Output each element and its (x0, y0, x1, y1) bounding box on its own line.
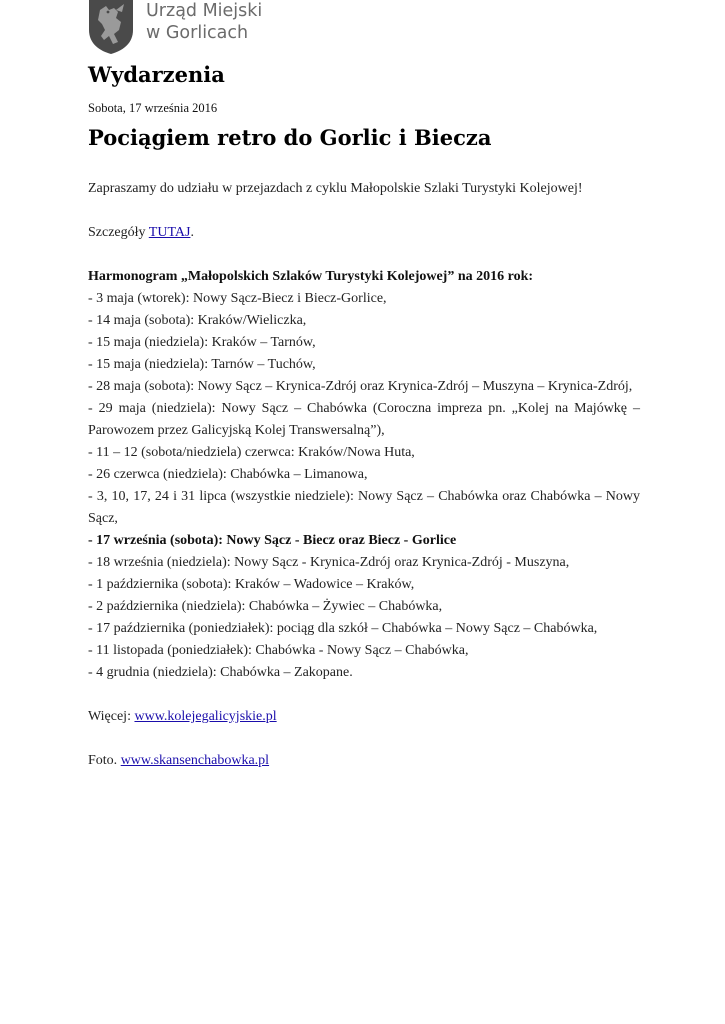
schedule-item: - 15 maja (niedziela): Tarnów – Tuchów, (88, 357, 316, 372)
brand-line-1: Urząd Miejski (146, 1, 263, 21)
schedule-item: - 4 grudnia (niedziela): Chabówka – Zakopane. (88, 665, 353, 680)
schedule-heading: Harmonogram „Małopolskich Szlaków Turystyki Kolejowej” na 2016 rok: (88, 269, 534, 284)
event-date: Sobota, 17 września 2016 (88, 101, 218, 115)
more-paragraph (88, 706, 640, 728)
details-link[interactable]: TUTAJ (148, 225, 191, 240)
schedule-item: - 17 października (poniedziałek): pociąg dla szkół – Chabówka – Nowy Sącz – Chabówka, (88, 621, 598, 636)
schedule-item: - 1 października (sobota): Kraków – Wadowice – Kraków, (88, 577, 415, 592)
more-prefix: Więcej: (88, 709, 135, 724)
schedule-item: - 11 – 12 (sobota/niedziela) czerwca: Kraków/Nowa Huta, (88, 445, 415, 460)
schedule-item: - 11 listopada (poniedziałek): Chabówka - Nowy Sącz – Chabówka, (88, 643, 469, 658)
photo-prefix: Foto. (88, 753, 121, 768)
details-prefix: Szczegóły (88, 225, 149, 240)
section-title: Wydarzenia (88, 62, 225, 87)
schedule-item: - 3, 10, 17, 24 i 31 lipca (wszystkie niedziele): Nowy Sącz – Chabówka oraz Chabówka – Nowy Sącz, (88, 489, 640, 526)
city-crest-lion-icon[interactable] (88, 0, 134, 54)
details-paragraph (88, 222, 640, 244)
schedule-item: - 14 maja (sobota): Kraków/Wieliczka, (88, 313, 307, 328)
schedule-list (88, 288, 640, 684)
photo-link[interactable]: www.skansenchabowka.pl (120, 753, 270, 768)
schedule-item: - 3 maja (wtorek): Nowy Sącz-Biecz i Biecz-Gorlice, (88, 291, 387, 306)
brand-name[interactable] (146, 0, 262, 44)
schedule-item: - 2 października (niedziela): Chabówka – Żywiec – Chabówka, (88, 599, 443, 614)
more-link[interactable]: www.kolejegalicyjskie.pl (134, 709, 277, 724)
site-header (88, 0, 262, 56)
article-title: Pociągiem retro do Gorlic i Biecza (88, 125, 492, 150)
schedule-item: - 28 maja (sobota): Nowy Sącz – Krynica-Zdrój oraz Krynica-Zdrój – Muszyna – Krynica-Zdrój, (88, 379, 633, 394)
schedule-item: - 26 czerwca (niedziela): Chabówka – Limanowa, (88, 467, 368, 482)
schedule-item: - 15 maja (niedziela): Kraków – Tarnów, (88, 335, 316, 350)
brand-line-2: w Gorlicach (146, 23, 249, 43)
schedule-item: - 29 maja (niedziela): Nowy Sącz – Chabówka (Coroczna impreza pn. „Kolej na Majówkę – Parowozem przez Galicyjską Kolej Transwersalną”), (88, 401, 640, 438)
article-body (88, 178, 640, 772)
intro-text: Zapraszamy do udziału w przejazdach z cyklu Małopolskie Szlaki Turystyki Kolejowej! (88, 181, 583, 196)
schedule-item: - 18 września (niedziela): Nowy Sącz - Krynica-Zdrój oraz Krynica-Zdrój - Muszyna, (88, 555, 570, 570)
photo-paragraph (88, 750, 640, 772)
schedule-item-highlighted: - 17 września (sobota): Nowy Sącz - Biecz oraz Biecz - Gorlice (88, 533, 457, 548)
details-suffix: . (190, 225, 194, 240)
